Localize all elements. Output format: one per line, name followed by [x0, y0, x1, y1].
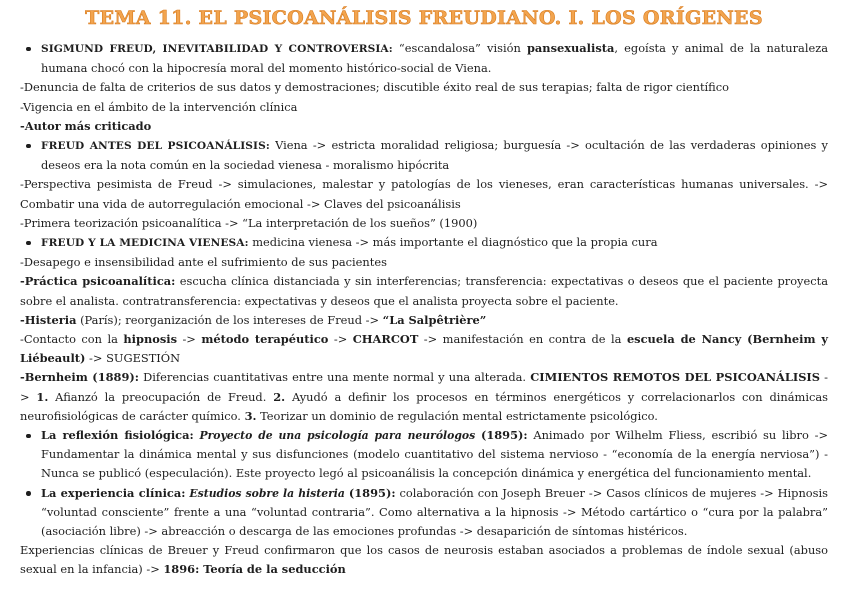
bullet-item	[20, 426, 828, 484]
bullet-item	[20, 484, 828, 542]
text-run: La experiencia clínica:	[41, 485, 186, 500]
text-run: -Primera teorización psicoanalítica -> “La interpretación de los sueños” (1900)	[20, 215, 478, 230]
text-run: 1.	[36, 389, 49, 404]
text-run: Ayudó a definir los procesos en términos energéticos y correlacionarlos con dinámicas neurofisiológicas de carácter químico.	[20, 389, 828, 423]
text-run: Estudios sobre la histeria	[189, 486, 345, 500]
text-run: -Desapego e insensibilidad ante el sufrimiento de sus pacientes	[20, 255, 387, 270]
text-run: -> manifestación en contra de la	[418, 332, 627, 347]
paragraph	[20, 214, 828, 233]
text-run: (París); reorganización de los intereses de Freud ->	[76, 312, 383, 327]
paragraph	[20, 98, 828, 117]
text-run: La reflexión fisiológica:	[41, 428, 194, 443]
paragraph	[20, 330, 828, 368]
text-run: FREUD Y LA MEDICINA VIENESA:	[41, 237, 249, 250]
text-run: pansexualista	[526, 41, 615, 55]
text-run: “escandalosa” visión	[392, 41, 527, 55]
text-run: , egoísta y animal de la naturaleza humana chocó con la hipocresía moral del momento histórico-social de Viena.	[41, 41, 828, 76]
text-run: Experiencias clínicas de Breuer y Freud confirmaron que los casos de neurosis estaban asociados a problemas de índole sexual (abuso sexual en la infancia) ->	[20, 543, 828, 577]
text-run: medicina vienesa -> más importante el diagnóstico que la propia cura	[248, 235, 658, 250]
document-body	[20, 39, 828, 580]
bullet-item	[20, 39, 828, 78]
text-run: Animado por Wilhelm Fliess, escribió su libro -> Fundamentar la dinámica mental y sus disfunciones (modelo cuantitativo del sistema nervioso - “economía de la energía nerviosa”) - Nunca se publicó (especulación). Este proyecto legó al psicoanálisis la concepción dinámica y energética del funcionamiento mental.	[41, 428, 828, 481]
page-title: TEMA 11. EL PSICOANÁLISIS FREUDIANO. I. LOS ORÍGENES	[85, 7, 763, 29]
bullet-item	[20, 233, 828, 253]
text-run: -> SUGESTIÓN	[85, 351, 181, 366]
text-run: colaboración con Joseph Breuer -> Casos clínicos de mujeres -> Hipnosis “voluntad consciente” frente a una “voluntad contraria”. Como alternativa a la hipnosis -> Método cartártico o “cura por la palabra” (asociación libre) -> abreacción o descarga de las emociones profundas -> desaparición de síntomas histéricos.	[41, 485, 828, 539]
text-run: FREUD ANTES DEL PSICOANÁLISIS:	[41, 140, 270, 153]
text-run: -Práctica psicoanalítica:	[20, 274, 176, 289]
text-run: -Autor más criticado	[20, 118, 152, 133]
text-run: ->	[328, 332, 353, 347]
bullet-item	[20, 136, 828, 175]
paragraph	[20, 541, 828, 579]
text-run: -Vigencia en el ámbito de la intervención clínica	[20, 99, 298, 114]
text-run: SIGMUND FREUD, INEVITABILIDAD Y CONTROVERSIA:	[41, 43, 393, 55]
text-run: Viena -> estricta moralidad religiosa; burguesía -> ocultación de las verdaderas opiniones y deseos era la nota común en la sociedad vienesa - moralismo hipócrita	[41, 138, 828, 173]
text-run: escucha clínica distanciada y sin interferencias; transferencia: expectativas o deseos que el paciente proyecta sobre el analista. contratransferencia: expectativas y deseos que el analista proyecta sobre el paciente.	[20, 274, 828, 308]
text-run: 3.	[244, 408, 257, 423]
text-run: -Denuncia de falta de criterios de sus datos y demostraciones; discutible éxito real de sus terapias; falta de rigor científico	[20, 80, 730, 95]
text-run: (1895):	[348, 485, 396, 500]
text-run: 2.	[273, 389, 286, 404]
text-run: -Contacto con la	[20, 332, 124, 347]
text-run: Diferencias cuantitativas entre una mente normal y una alterada.	[139, 370, 531, 385]
text-run: “La Salpêtrière”	[382, 312, 487, 327]
text-run: CIMIENTOS REMOTOS DEL PSICOANÁLISIS	[530, 370, 820, 385]
paragraph	[20, 78, 828, 97]
text-run: CHARCOT	[352, 332, 419, 347]
text-run: método terapéutico	[201, 332, 329, 347]
text-run: escuela de Nancy (Bernheim y Liébeault)	[20, 332, 828, 366]
text-run: -Bernheim (1889):	[20, 370, 139, 385]
text-run: hipnosis	[123, 332, 177, 347]
paragraph	[20, 253, 828, 272]
text-run: Afianzó la preocupación de Freud.	[48, 389, 274, 404]
paragraph	[20, 272, 828, 310]
paragraph	[20, 175, 828, 213]
text-run: 1896: Teoría de la seducción	[163, 562, 346, 577]
paragraph	[20, 311, 828, 330]
text-run: -Histeria	[20, 312, 77, 327]
text-run: (1895):	[480, 428, 528, 443]
text-run: ->	[176, 332, 202, 347]
text-run: Teorizar un dominio de regulación mental estrictamente psicológico.	[256, 408, 658, 423]
text-run: -Perspectiva pesimista de Freud -> simulaciones, malestar y patologías de los vieneses, eran características humanas universales. -> Combatir una vida de autorregulación emocional -> Claves del psicoanálisis	[20, 177, 828, 211]
paragraph	[20, 368, 828, 426]
text-run: ->	[20, 370, 828, 404]
text-run: Proyecto de una psicología para neurólogos	[199, 429, 476, 443]
paragraph	[20, 117, 828, 136]
